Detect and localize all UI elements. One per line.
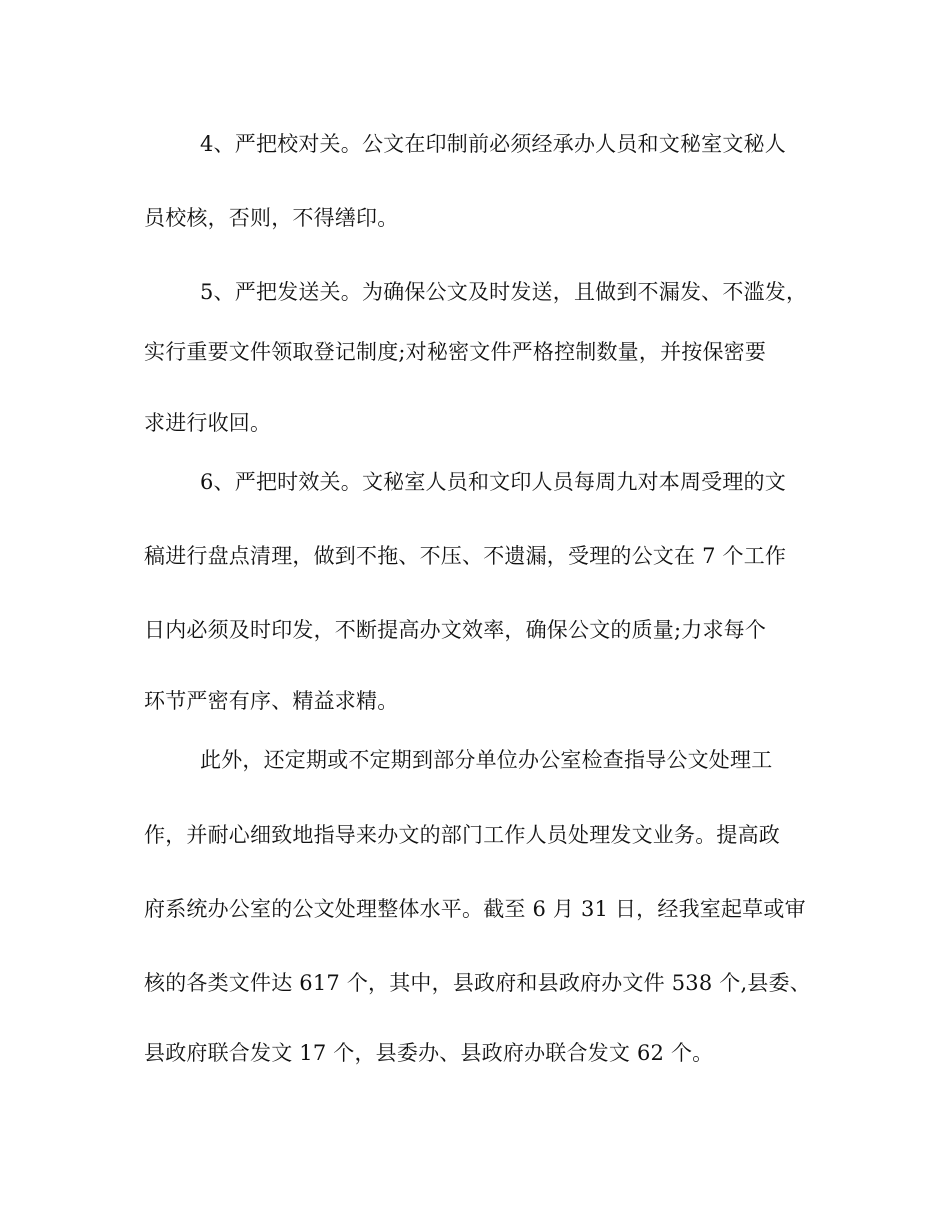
text-line: 县政府联合发文 17 个，县委办、县政府办联合发文 62 个。 xyxy=(144,1041,714,1065)
text-line: 实行重要文件领取登记制度;对秘密文件严格控制数量，并按保密要 xyxy=(144,340,767,364)
text-line: 日内必须及时印发，不断提高办文效率，确保公文的质量;力求每个 xyxy=(144,618,767,642)
text-line: 6、严把时效关。文秘室人员和文印人员每周九对本周受理的文 xyxy=(200,470,786,494)
text-line: 作，并耐心细致地指导来办文的部门工作人员处理发文业务。提高政 xyxy=(144,823,780,847)
text-line: 府系统办公室的公文处理整体水平。截至 6 月 31 日，经我室起草或审 xyxy=(144,897,806,921)
text-line: 此外，还定期或不定期到部分单位办公室检查指导公文处理工 xyxy=(200,748,773,772)
text-line: 环节严密有序、精益求精。 xyxy=(144,689,399,713)
text-line: 4、严把校对关。公文在印制前必须经承办人员和文秘室文秘人 xyxy=(200,132,786,156)
text-line: 5、严把发送关。为确保公文及时发送，且做到不漏发、不滥发， xyxy=(200,280,808,304)
text-line: 员校核，否则，不得缮印。 xyxy=(144,206,399,230)
text-line: 求进行收回。 xyxy=(144,411,272,435)
text-line: 核的各类文件达 617 个，其中，县政府和县政府办文件 538 个,县委、 xyxy=(144,971,811,995)
text-line: 稿进行盘点清理，做到不拖、不压、不遗漏，受理的公文在 7 个工作 xyxy=(144,544,787,568)
